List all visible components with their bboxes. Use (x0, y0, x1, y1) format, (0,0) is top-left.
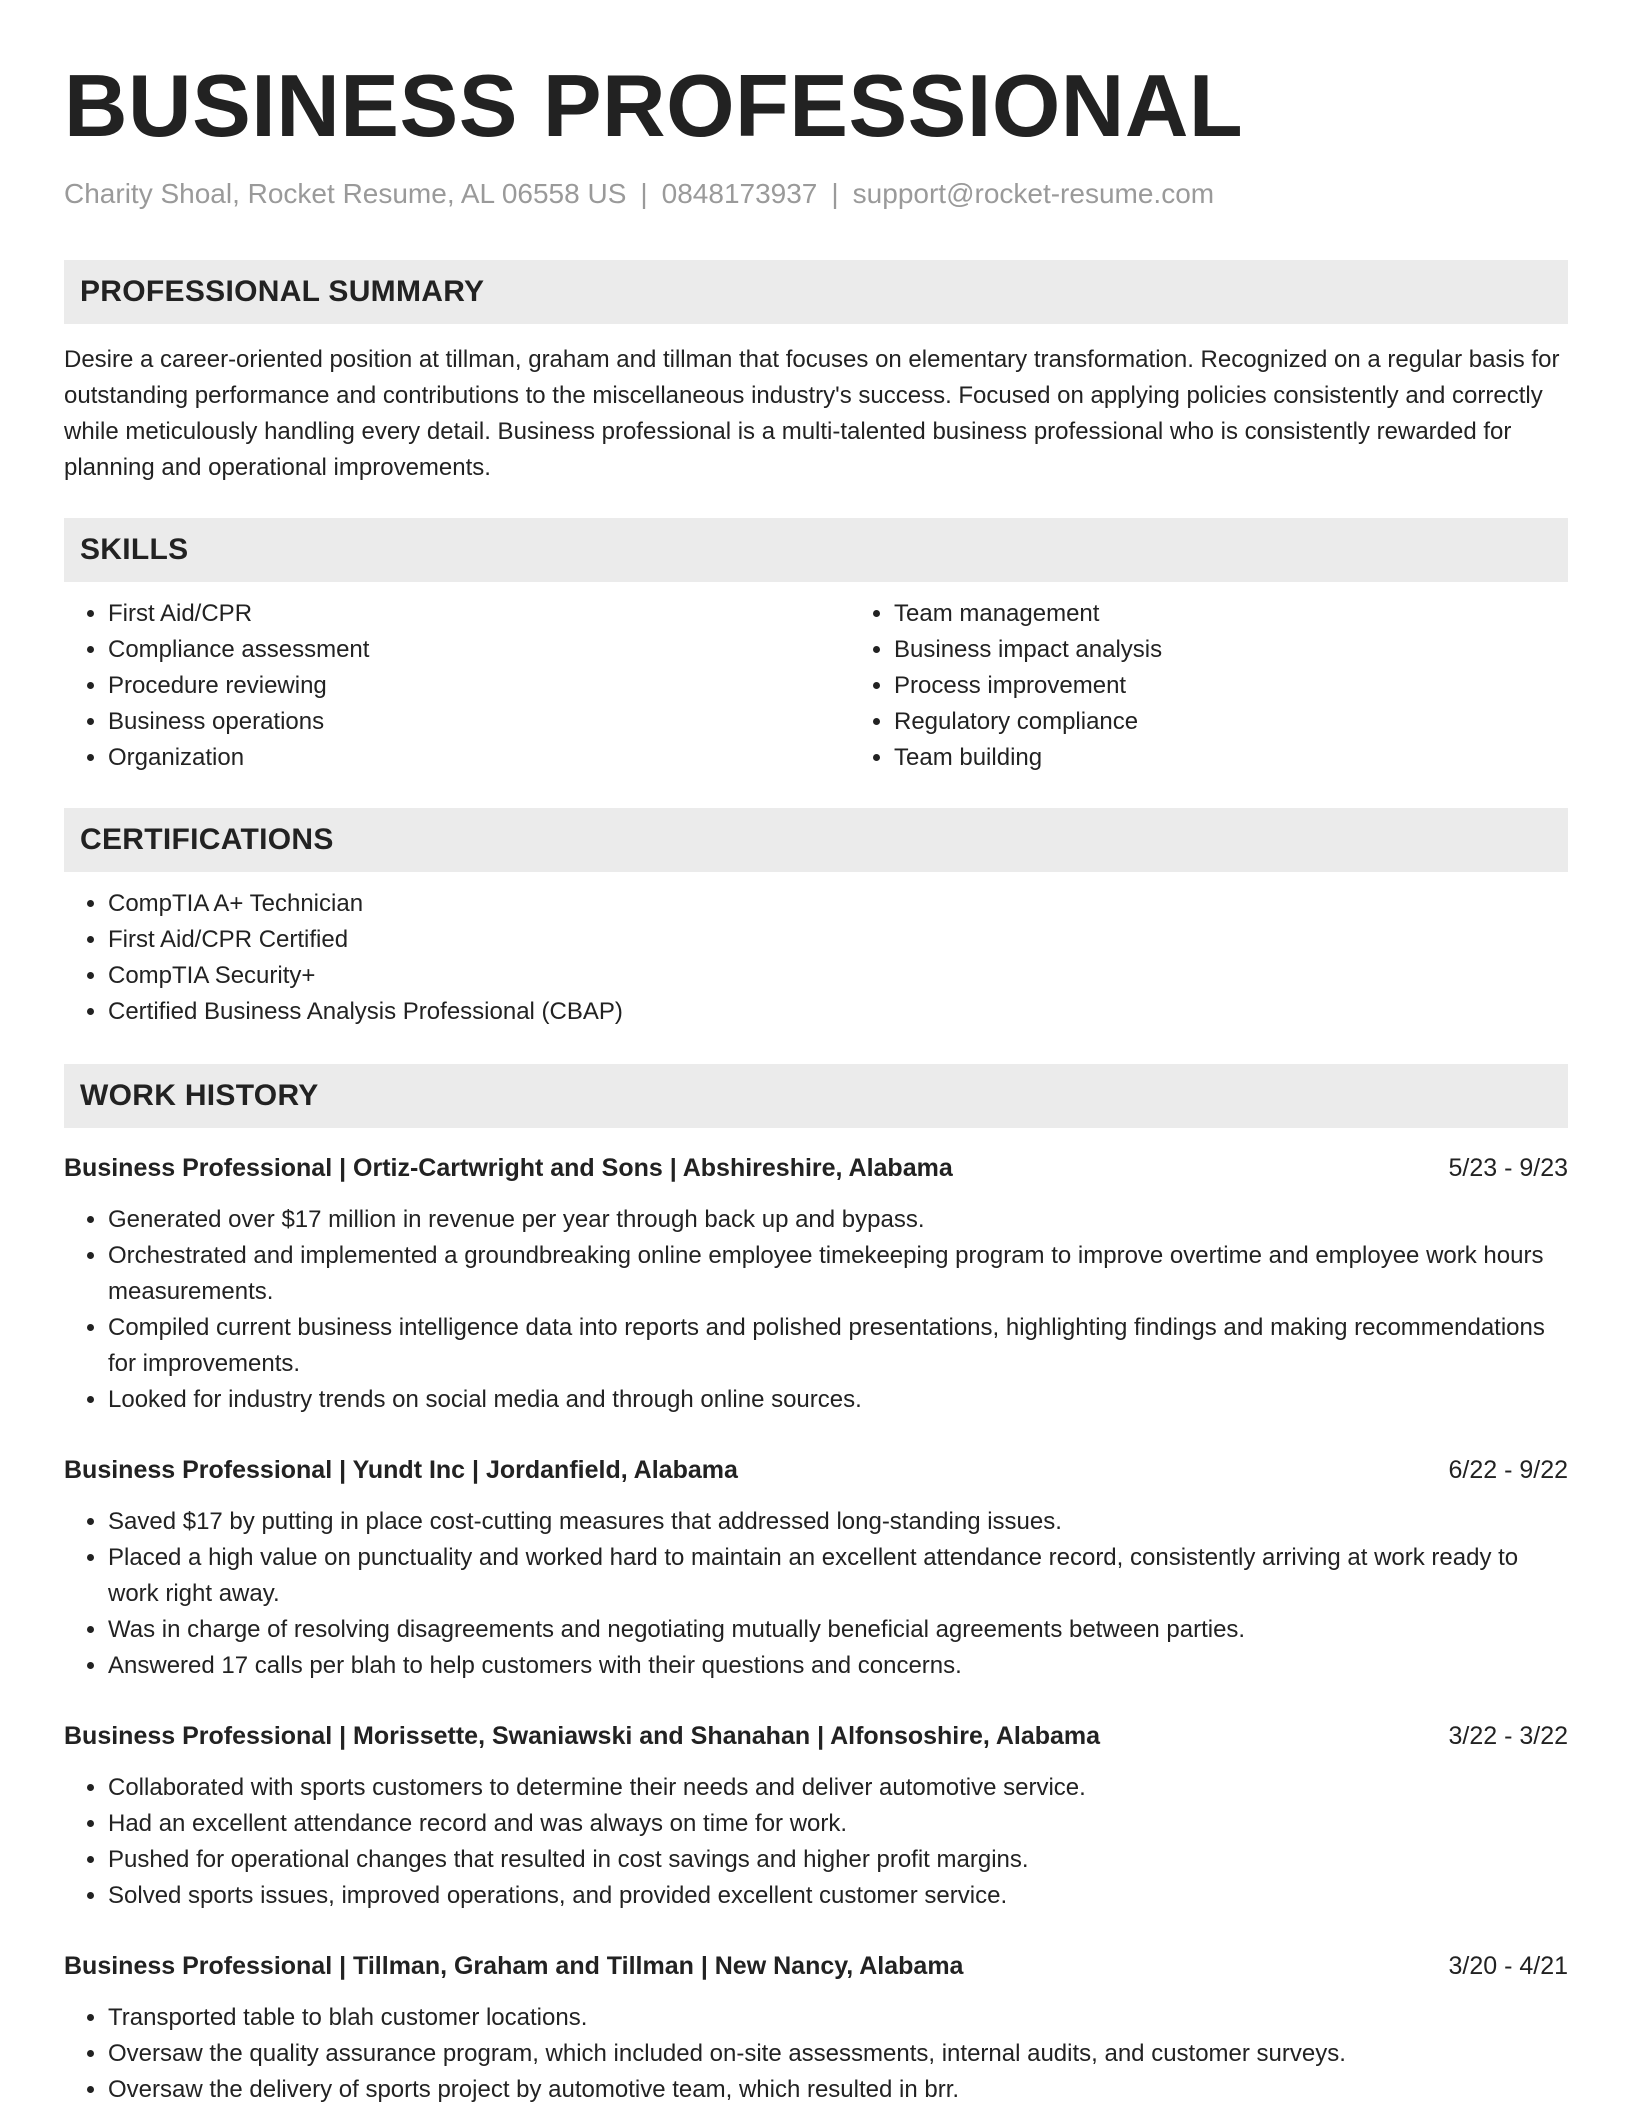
job-bullet: • Saved $17 by putting in place cost-cutting measures that addressed long-standing issues. (108, 1504, 1568, 1540)
job-bullet: • Placed a high value on punctuality and worked hard to maintain an excellent attendance record, consistently arriving at work ready to work right away. (108, 1540, 1568, 1612)
job-dates: 5/23 - 9/23 (1448, 1154, 1568, 1182)
certifications-heading: CERTIFICATIONS (64, 808, 1568, 872)
certification-item: • CompTIA A+ Technician (108, 886, 1568, 922)
contact-address: Charity Shoal, Rocket Resume, AL 06558 US (64, 178, 627, 209)
job-entry (64, 1452, 1568, 1684)
skill-item: • First Aid/CPR (108, 596, 850, 632)
job-title: Business Professional | Morissette, Swaniawski and Shanahan | Alfonsoshire, Alabama (64, 1722, 1101, 1750)
job-header (64, 1150, 1568, 1186)
job-bullets (64, 1504, 1568, 1684)
certification-item: • CompTIA Security+ (108, 958, 1568, 994)
certifications-section (64, 808, 1568, 1030)
certifications-list (64, 886, 1568, 1030)
skill-item: • Team management (894, 596, 1632, 632)
job-bullet: • Answered 17 calls per blah to help customers with their questions and concerns. (108, 1648, 1568, 1684)
job-bullet: • Had an excellent attendance record and was always on time for work. (108, 1806, 1568, 1842)
job-header (64, 1718, 1568, 1754)
skill-item: • Process improvement (894, 668, 1632, 704)
skill-item: • Compliance assessment (108, 632, 850, 668)
skill-item: • Team building (894, 740, 1632, 776)
skills-grid (64, 596, 1568, 776)
skills-list-right (850, 596, 1632, 776)
contact-separator: | (640, 178, 648, 209)
skill-item: • Procedure reviewing (108, 668, 850, 704)
contact-phone: 0848173937 (661, 178, 818, 209)
job-bullet: • Transported table to blah customer locations. (108, 2000, 1568, 2036)
resume-name: BUSINESS PROFESSIONAL (64, 56, 1244, 155)
job-entry (64, 1718, 1568, 1914)
job-dates: 6/22 - 9/22 (1448, 1456, 1568, 1484)
job-title: Business Professional | Ortiz-Cartwright and Sons | Abshireshire, Alabama (64, 1154, 953, 1182)
job-entry (64, 1948, 1568, 2108)
job-bullet: • Was in charge of resolving disagreements and negotiating mutually beneficial agreements between parties. (108, 1612, 1568, 1648)
job-bullet: • Orchestrated and implemented a groundbreaking online employee timekeeping program to improve overtime and employee work hours measurements. (108, 1238, 1568, 1310)
job-dates: 3/20 - 4/21 (1448, 1952, 1568, 1980)
skill-item: • Business impact analysis (894, 632, 1632, 668)
skills-heading: SKILLS (64, 518, 1568, 582)
skill-item: • Regulatory compliance (894, 704, 1632, 740)
skill-item: • Business operations (108, 704, 850, 740)
job-bullet: • Pushed for operational changes that resulted in cost savings and higher profit margins. (108, 1842, 1568, 1878)
job-bullet: • Oversaw the quality assurance program, which included on-site assessments, internal audits, and customer surveys. (108, 2036, 1568, 2072)
job-entry (64, 1150, 1568, 1418)
summary-heading: PROFESSIONAL SUMMARY (64, 260, 1568, 324)
job-title: Business Professional | Yundt Inc | Jordanfield, Alabama (64, 1456, 738, 1484)
skills-section (64, 518, 1568, 776)
job-dates: 3/22 - 3/22 (1448, 1722, 1568, 1750)
job-bullet: • Compiled current business intelligence data into reports and polished presentations, highlighting findings and making recommendations for improvements. (108, 1310, 1568, 1382)
job-title: Business Professional | Tillman, Graham and Tillman | New Nancy, Alabama (64, 1952, 964, 1980)
summary-text: Desire a career-oriented position at tillman, graham and tillman that focuses on elementary transformation. Recognized on a regular basis for outstanding performance and contributions to the miscellaneous industry's success. Focused on applying policies consistently and correctly while meticulously handling every detail. Business professional is a multi-talented business professional who is consistently rewarded for planning and operational improvements. (64, 346, 1560, 481)
job-bullets (64, 2000, 1568, 2108)
skill-item: • Organization (108, 740, 850, 776)
work-history-section (64, 1064, 1568, 2108)
job-header (64, 1948, 1568, 1984)
job-bullet: • Looked for industry trends on social media and through online sources. (108, 1382, 1568, 1418)
job-bullet: • Collaborated with sports customers to determine their needs and deliver automotive service. (108, 1770, 1568, 1806)
job-bullet: • Oversaw the delivery of sports project by automotive team, which resulted in brr. (108, 2072, 1568, 2108)
certification-item: • Certified Business Analysis Professional (CBAP) (108, 994, 1568, 1030)
contact-separator: | (831, 178, 839, 209)
contact-email: support@rocket-resume.com (852, 178, 1215, 209)
skills-list-left (64, 596, 850, 776)
job-bullets (64, 1770, 1568, 1914)
job-header (64, 1452, 1568, 1488)
job-bullets (64, 1202, 1568, 1418)
summary-section (64, 260, 1568, 486)
job-bullet: • Solved sports issues, improved operations, and provided excellent customer service. (108, 1878, 1568, 1914)
certification-item: • First Aid/CPR Certified (108, 922, 1568, 958)
contact-line (64, 176, 1568, 212)
job-bullet: • Generated over $17 million in revenue per year through back up and bypass. (108, 1202, 1568, 1238)
work-history-heading: WORK HISTORY (64, 1064, 1568, 1128)
